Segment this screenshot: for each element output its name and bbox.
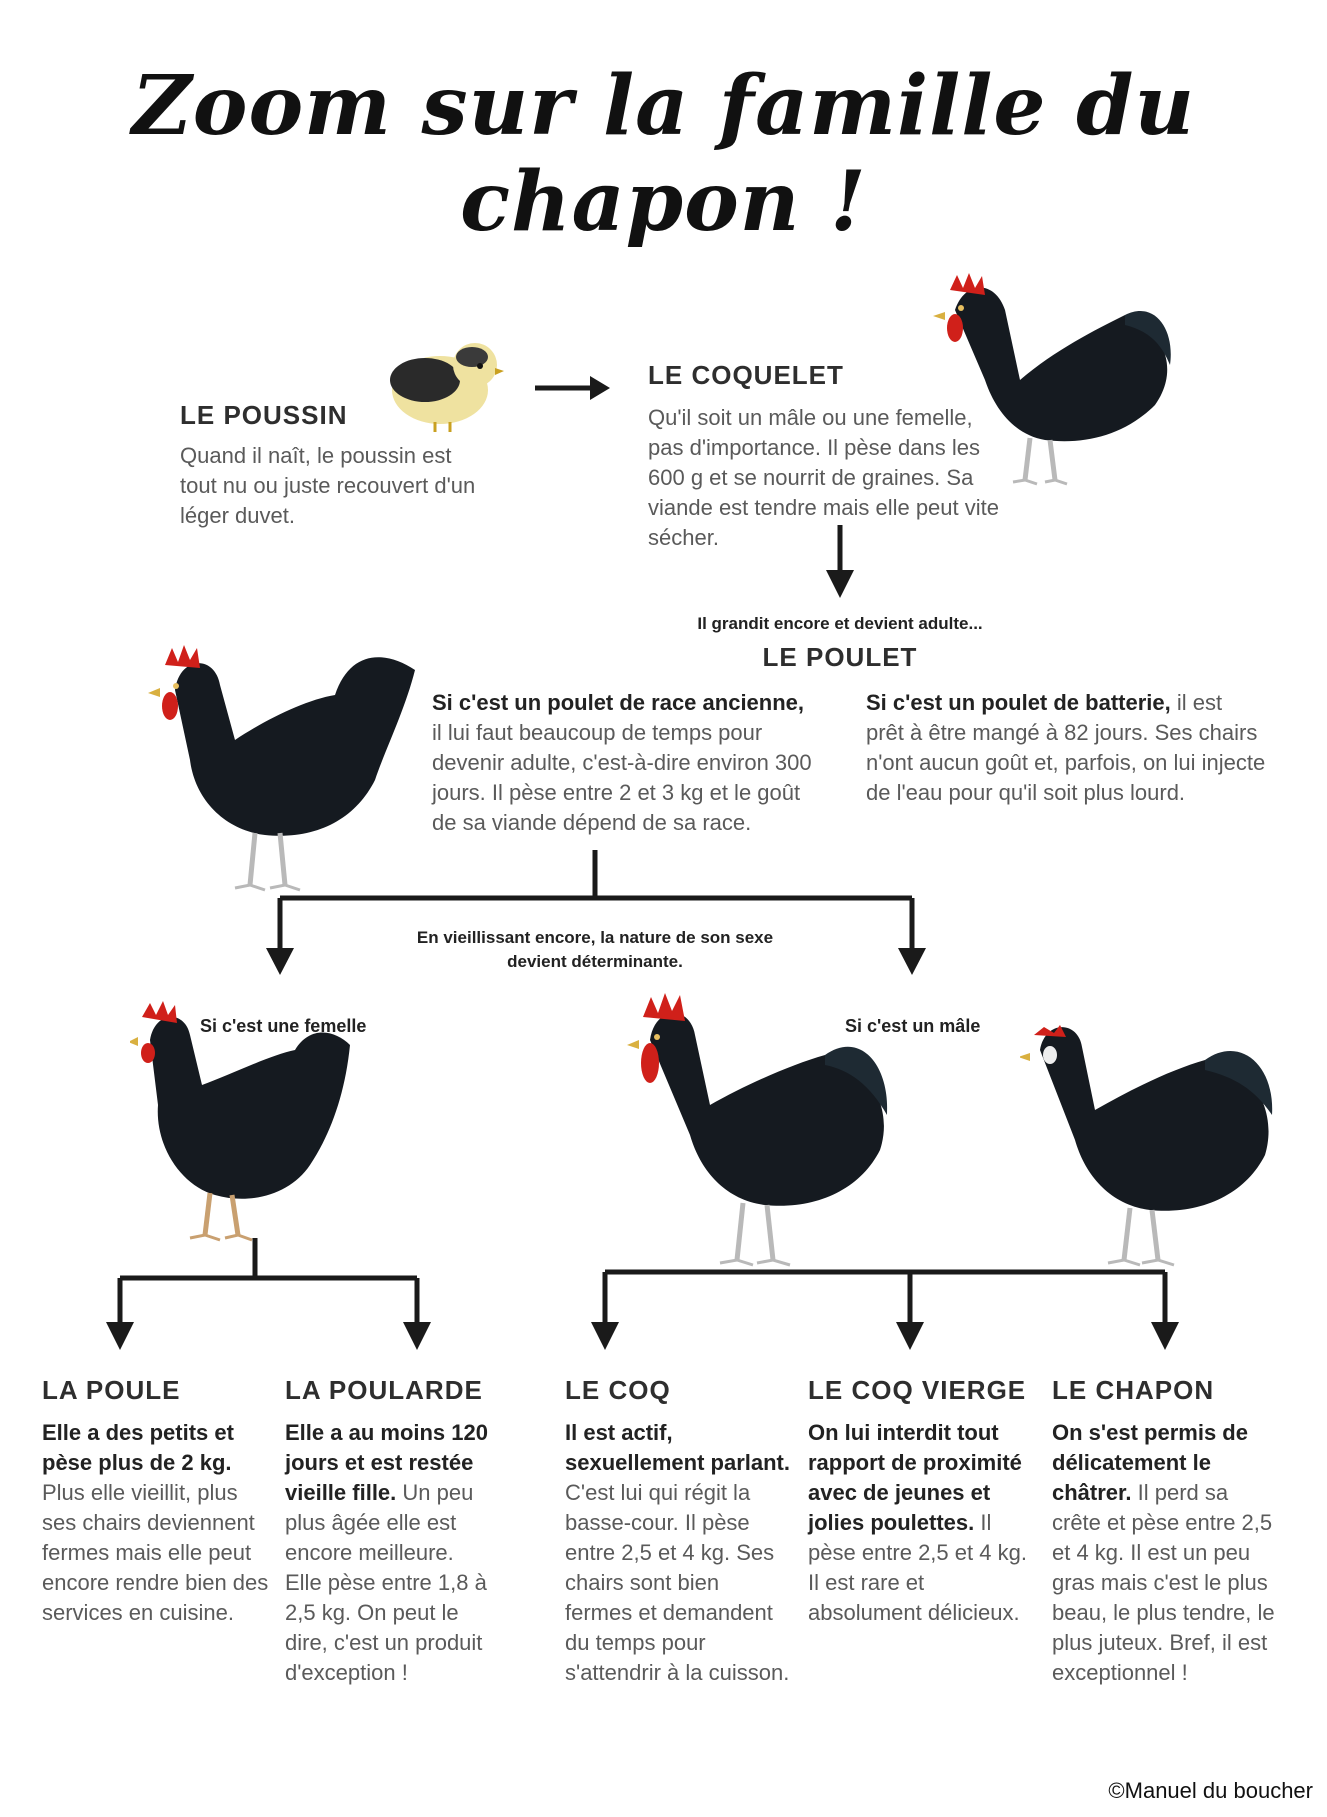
poulet-heading: LE POULET xyxy=(762,642,918,672)
page-title: Zoom sur la famille du chapon ! xyxy=(131,58,1196,250)
coq-heading: LE COQ xyxy=(565,1375,671,1405)
chapon-block xyxy=(1052,1375,1282,1688)
poussin-heading: LE POUSSIN xyxy=(180,400,348,430)
poulet-batterie-block xyxy=(866,688,1266,808)
chapon-text: Il perd sa crête et pèse entre 2,5 et 4 kg. Il est un peu gras mais c'est le plus beau, le plus tendre, le plus juteux. Bref, il est exceptionnel ! xyxy=(1052,1480,1275,1685)
coq-lead: Il est actif, sexuellement parlant. xyxy=(565,1420,790,1475)
grandit-note: Il grandit encore et devient adulte... xyxy=(697,614,983,633)
poulet-ancienne-lead: Si c'est un poulet de race ancienne, xyxy=(432,690,805,715)
coquelet-text: Qu'il soit un mâle ou une femelle, pas d'importance. Il pèse dans les 600 g et se nourrit de graines. Sa viande est tendre mais elle peut vite sécher. xyxy=(648,405,999,550)
coq-text: C'est lui qui régit la basse-cour. Il pèse entre 2,5 et 4 kg. Ses chairs sont bien fermes et demandent du temps pour s'attendrir à la cuisson. xyxy=(565,1480,790,1685)
poularde-heading: LA POULARDE xyxy=(285,1375,483,1405)
vieillissant-note-line1: En vieillissant encore, la nature de son sexe xyxy=(416,928,774,947)
femelle-label: Si c'est une femelle xyxy=(200,1016,367,1036)
chapon-lead: On s'est permis de délicatement le châtrer. xyxy=(1052,1420,1248,1505)
poule-block xyxy=(42,1375,272,1628)
vieillissant-note-line2: devient déterminante. xyxy=(507,952,683,971)
vieillissant-note xyxy=(360,926,830,974)
coq-vierge-text: Il pèse entre 2,5 et 4 kg. Il est rare et absolument délicieux. xyxy=(808,1510,1027,1625)
poularde-text: Un peu plus âgée elle est encore meilleure. Elle pèse entre 1,8 à 2,5 kg. On peut le dire, c'est un produit d'exception ! xyxy=(285,1480,487,1685)
poulet-batterie-lead: Si c'est un poulet de batterie, xyxy=(866,690,1171,715)
poularde-lead: Elle a au moins 120 jours et est restée vieille fille. xyxy=(285,1420,488,1505)
coquelet-heading: LE COQUELET xyxy=(648,360,844,390)
credit: ©Manuel du boucher xyxy=(1108,1778,1313,1803)
poussin-block xyxy=(180,400,480,531)
male-label: Si c'est un mâle xyxy=(845,1016,981,1036)
coq-vierge-block xyxy=(808,1375,1038,1628)
poulet-ancienne-text: il lui faut beaucoup de temps pour devenir adulte, c'est-à-dire environ 300 jours. Il pèse entre 2 et 3 kg et le goût de sa viande dépend de sa race. xyxy=(432,720,812,835)
poussin-text: Quand il naît, le poussin est tout nu ou juste recouvert d'un léger duvet. xyxy=(180,443,476,528)
poule-heading: LA POULE xyxy=(42,1375,181,1405)
poulet-batterie-text: il est prêt à être mangé à 82 jours. Ses chairs n'ont aucun goût et, parfois, on lui injecte de l'eau pour qu'il soit plus lourd. xyxy=(866,690,1266,805)
poule-lead: Elle a des petits et pèse plus de 2 kg. xyxy=(42,1420,234,1475)
poularde-block xyxy=(285,1375,495,1688)
coq-block xyxy=(565,1375,790,1688)
coq-vierge-lead: On lui interdit tout rapport de proximité avec de jeunes et jolies poulettes. xyxy=(808,1420,1022,1535)
poule-text: Plus elle vieillit, plus ses chairs deviennent fermes mais elle peut encore rendre bien des services en cuisine. xyxy=(42,1480,269,1625)
chapon-illustration xyxy=(1020,1005,1280,1275)
coq-vierge-heading: LE COQ VIERGE xyxy=(808,1375,1027,1405)
coquelet-block xyxy=(648,360,1010,553)
poulet-ancienne-block xyxy=(432,688,812,838)
chapon-heading: LE CHAPON xyxy=(1052,1375,1215,1405)
poulet-illustration xyxy=(145,630,425,910)
